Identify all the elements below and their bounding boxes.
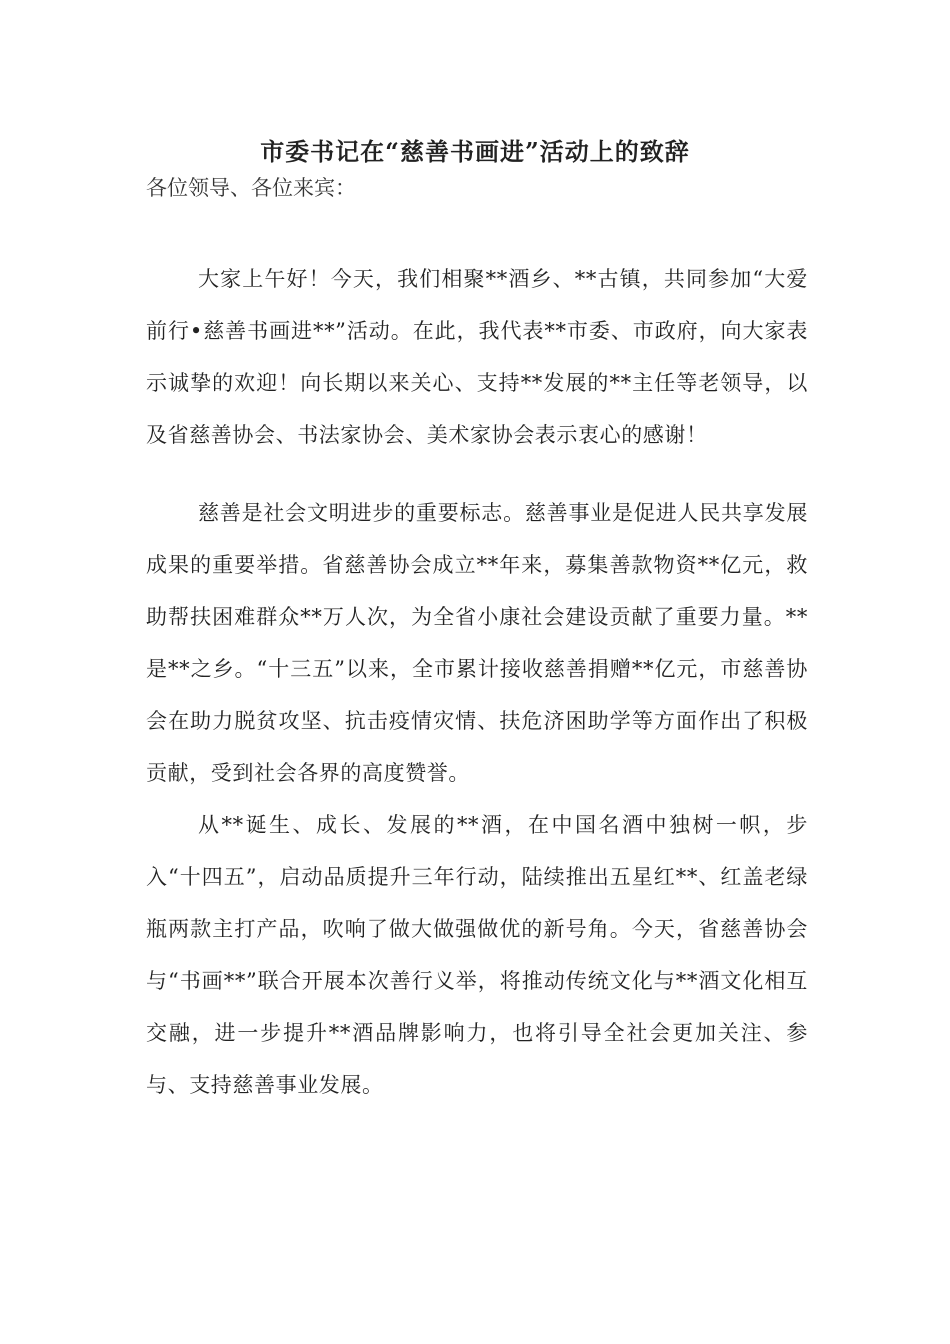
- paragraph-3: 从**诞生、成长、发展的**酒，在中国名酒中独树一帜，步入“十四五”，启动品质提升三年行动，陆续推出五星红**、红盖老绿瓶两款主打产品，吹响了做大做强做优的新号角。今天，省慈善协会与“书画**”联合开展本次善行义举，将推动传统文化与**酒文化相互交融，进一步提升**酒品牌影响力，也将引导全社会更加关注、参与、支持慈善事业发展。: [146, 813, 808, 1097]
- salutation: 各位领导、各位来宾：: [146, 176, 356, 200]
- document-title: 市委书记在“慈善书画进”活动上的致辞: [260, 137, 690, 166]
- paragraph-1: 大家上午好！今天，我们相聚**酒乡、**古镇，共同参加“大爱前行•慈善书画进**”活动。在此，我代表**市委、市政府，向大家表示诚挚的欢迎！向长期以来关心、支持**发展的**主任等老领导，以及省慈善协会、书法家协会、美术家协会表示衷心的感谢！: [146, 267, 808, 447]
- paragraph-2: 慈善是社会文明进步的重要标志。慈善事业是促进人民共享发展成果的重要举措。省慈善协会成立**年来，募集善款物资**亿元，救助帮扶困难群众**万人次，为全省小康社会建设贡献了重要力量。**是**之乡。“十三五”以来，全市累计接收慈善捐赠**亿元，市慈善协会在助力脱贫攻坚、抗击疫情灾情、扶危济困助学等方面作出了积极贡献，受到社会各界的高度赞誉。: [146, 501, 808, 785]
